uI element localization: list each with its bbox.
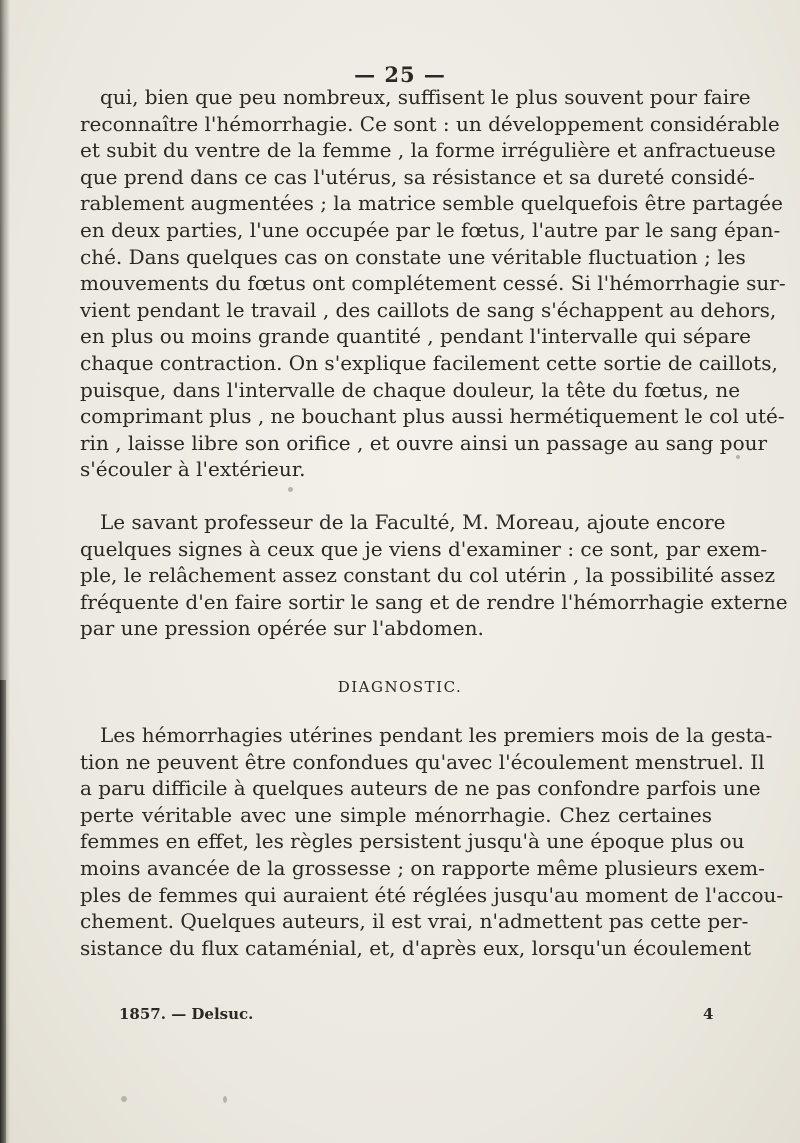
- paragraph-3: [80, 722, 784, 961]
- text-line: ples de femmes qui auraient été réglées jusqu'au moment de l'accou-: [80, 882, 784, 907]
- text-line: ché. Dans quelques cas on constate une véritable fluctuation ; les: [80, 244, 746, 269]
- text-line: vient pendant le travail , des caillots de sang s'échappent au dehors,: [80, 297, 777, 322]
- text-line: chaque contraction. On s'explique facilement cette sortie de caillots,: [80, 350, 778, 375]
- binding-edge: [0, 680, 6, 1143]
- text-line: et subit du ventre de la femme , la forme irrégulière et anfractueuse: [80, 138, 776, 163]
- text-line: mouvements du fœtus ont complétement cessé. Si l'hémorrhagie sur-: [80, 271, 786, 296]
- text-line: femmes en effet, les règles persistent jusqu'à une époque plus ou: [80, 829, 745, 854]
- text-line: perte véritable avec une simple ménorrhagie. Chez certaines: [80, 802, 712, 827]
- text-line: quelques signes à ceux que je viens d'examiner : ce sont, par exem-: [80, 536, 768, 561]
- paper-speck: [288, 487, 293, 492]
- sheet-number: 4: [703, 1005, 714, 1023]
- text-line: rin , laisse libre son orifice , et ouvre ainsi un passage au sang pour: [80, 430, 768, 455]
- text-line: reconnaître l'hémorrhagie. Ce sont : un développement considérable: [80, 111, 780, 136]
- paper-speck: [223, 1096, 227, 1103]
- text-line: puisque, dans l'intervalle de chaque douleur, la tête du fœtus, ne: [80, 377, 741, 402]
- text-line: a paru difficile à quelques auteurs de ne pas confondre parfois une: [80, 776, 761, 801]
- section-heading: DIAGNOSTIC.: [337, 678, 463, 696]
- text-line: rablement augmentées ; la matrice semble quelquefois être partagée: [80, 191, 783, 216]
- text-line: fréquente d'en faire sortir le sang et de rendre l'hémorrhagie externe: [80, 589, 788, 614]
- text-line: en plus ou moins grande quantité , pendant l'intervalle qui sépare: [80, 324, 751, 349]
- text-line: comprimant plus , ne bouchant plus aussi hermétiquement le col uté-: [80, 404, 785, 429]
- paper-speck: [736, 455, 740, 459]
- text-line: s'écouler à l'extérieur.: [80, 457, 306, 482]
- paragraph-1: [80, 84, 786, 483]
- text-line: qui, bien que peu nombreux, suffisent le plus souvent pour faire: [100, 85, 751, 109]
- text-line: chement. Quelques auteurs, il est vrai, n'admettent pas cette per-: [80, 909, 749, 934]
- page-number: — 25 —: [354, 62, 446, 87]
- printer-signature: 1857. — Delsuc.: [119, 1005, 254, 1023]
- text-line: moins avancée de la grossesse ; on rapporte même plusieurs exem-: [80, 855, 765, 880]
- text-line: que prend dans ce cas l'utérus, sa résistance et sa dureté considé-: [80, 164, 755, 189]
- paper-speck: [121, 1096, 127, 1102]
- text-line: tion ne peuvent être confondues qu'avec l'écoulement menstruel. Il: [80, 749, 765, 774]
- text-line: Les hémorrhagies utérines pendant les premiers mois de la gesta-: [100, 723, 773, 747]
- paragraph-2: [80, 509, 788, 642]
- text-line: Le savant professeur de la Faculté, M. Moreau, ajoute encore: [100, 510, 726, 534]
- text-line: sistance du flux cataménial, et, d'après eux, lorsqu'un écoulement: [80, 935, 752, 960]
- text-line: par une pression opérée sur l'abdomen.: [80, 616, 484, 641]
- text-line: en deux parties, l'une occupée par le fœtus, l'autre par le sang épan-: [80, 217, 781, 242]
- text-line: ple, le relâchement assez constant du col utérin , la possibilité assez: [80, 563, 776, 588]
